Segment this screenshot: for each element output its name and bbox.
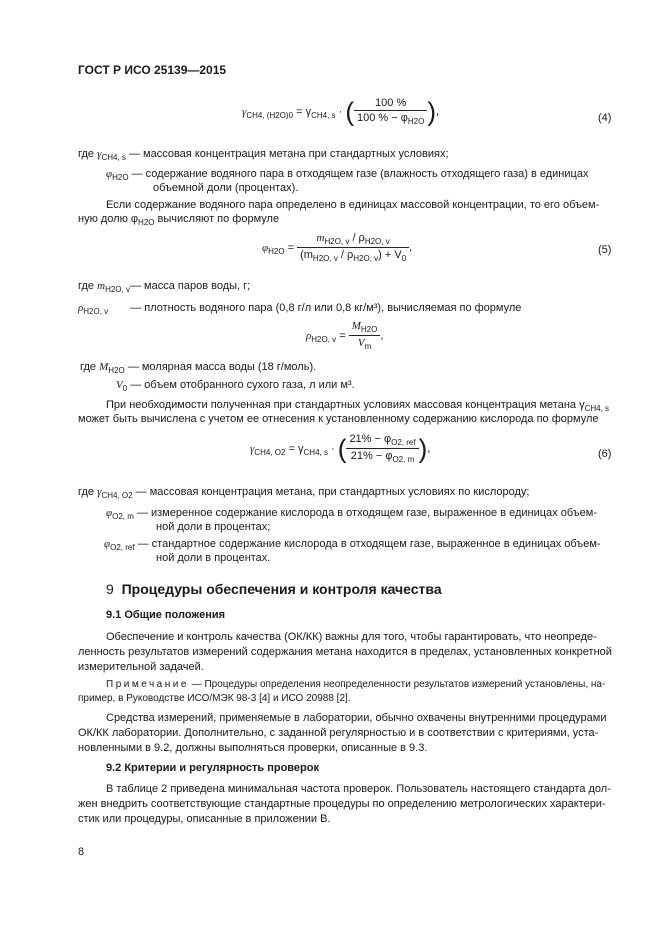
paragraph-oxygen-cont: может быть вычислена с учетом ее отнесения к установленному содержанию кислорода по формуле [78, 413, 599, 425]
def-phi-o2-m-cont: ной доли в процентах; [156, 521, 271, 533]
equation-rho: $\rho_{H2O, v}$ = $\frac{M_{H2O}}{V_m}$ , [306, 320, 384, 352]
equation-6-number: (6) [598, 448, 612, 460]
s91-p2-line2: ОК/КК лаборатории. Дополнительно, с заданной регулярностью и в соответствии с критериями, уста- [78, 727, 599, 739]
section-9-heading: 9 Процедуры обеспечения и контроля качества [106, 581, 442, 597]
equation-4: $\gamma_{CH4, (H2O)0} = \gamma_{CH4, s}$ · ( $\frac{100 \%}{100 \% - \varphi_{H2O}}$ ), [242, 96, 440, 127]
note: Примечание — Процедуры определения неопределенности результатов измерений установлены, на- [106, 679, 606, 690]
s91-p2-line1: Средства измерений, применяемые в лаборатории, обычно охвачены внутренними процедурами [106, 712, 607, 724]
paragraph-water-vapor: Если содержание водяного пара определено в единицах массовой концентрации, то его объем- [106, 199, 600, 211]
def-rho-h2o-v: $\rho_{H2O, v}$ — плотность водяного пара (0,8 г/л или 0,8 кг/м³), вычисляемая по формуле [78, 302, 522, 317]
s92-p1-line3: стик или процедуры, описанные в приложении В. [78, 813, 331, 825]
def-gamma-ch4-o2: где $\gamma_{CH4, O2}$ — массовая концентрация метана, при стандартных условиях по кислороду; [78, 486, 530, 501]
section-9-1-heading: 9.1 Общие положения [106, 609, 226, 621]
def-phi-o2-ref-cont: ной доли в процентах. [156, 552, 271, 564]
def-m-h2o-v: где $m_{H2O, v}—$ масса паров воды, г; [78, 280, 251, 295]
s91-p1-line1: Обеспечение и контроль качества (ОК/КК) важны для того, чтобы гарантировать, что неопреде- [106, 631, 597, 643]
paragraph-oxygen: При необходимости полученная при стандартных условиях массовая концентрация метана $\gamma_{CH4, s}$ [106, 399, 610, 414]
def-v0: $V_0$ — объем отобранного сухого газа, л или м³. [116, 379, 355, 394]
s91-p1-line3: измерительной задачей. [78, 661, 204, 673]
s92-p1-line2: жен внедрить соответствующие стандартные процедуры по определению метрологических характери- [78, 798, 606, 810]
document-header: ГОСТ Р ИСО 25139—2015 [78, 63, 227, 77]
section-9-2-heading: 9.2 Критерии и регулярность проверок [106, 762, 319, 774]
def-phi-o2-m: $\varphi_{O2, m}$ — измеренное содержание кислорода в отходящем газе, выраженное в единицах объем- [106, 507, 597, 522]
equation-5-number: (5) [598, 244, 612, 256]
paragraph-water-vapor-cont: ную долю $\varphi_{H2O}$ вычисляют по формуле [78, 213, 280, 228]
note-cont: пример, в Руководстве ИСО/МЭК 98-3 [4] и ИСО 20988 [2]. [78, 693, 351, 704]
page-number: 8 [78, 846, 85, 858]
def-gamma-ch4-s: где $\gamma_{CH4, s}$ — массовая концентрация метана при стандартных условиях; [78, 148, 449, 163]
def-phi-h2o: $\varphi_{H2O}$ — содержание водяного пара в отходящем газе (влажность отходящего газа) в единицах [106, 168, 589, 183]
s92-p1-line1: В таблице 2 приведена минимальная частота проверок. Пользователь настоящего стандарта дол- [106, 783, 611, 795]
equation-4-number: (4) [598, 112, 612, 124]
s91-p2-line3: новленными в 9.2, должны выполняться проверки, описанные в 9.3. [78, 742, 428, 754]
def-m-h2o: где $M_{H2O}$ — молярная масса воды (18 г/моль). [80, 361, 317, 376]
equation-5: $\varphi_{H2O}$ = $\frac{m_{H2O, v} / \rho_{H2O, v}}{(m_{H2O, v} / \rho_{H2O, v}) + V_0}$ , [262, 232, 413, 264]
def-phi-h2o-cont: объемной доли (процентах). [153, 182, 299, 194]
def-phi-o2-ref: $\varphi_{O2, ref}$ — стандартное содержание кислорода в отходящем газе, выраженное в единицах объем- [104, 538, 601, 553]
s91-p1-line2: ленность результатов измерений содержания метана находится в пределах, установленных конкретной [78, 646, 612, 658]
equation-6: $\gamma_{CH4, O2} = \gamma_{CH4, s}$ · ( $\frac{21\% - \varphi_{O2, ref}}{21\% - \varphi_{O2, m}}$ ), [250, 433, 431, 465]
